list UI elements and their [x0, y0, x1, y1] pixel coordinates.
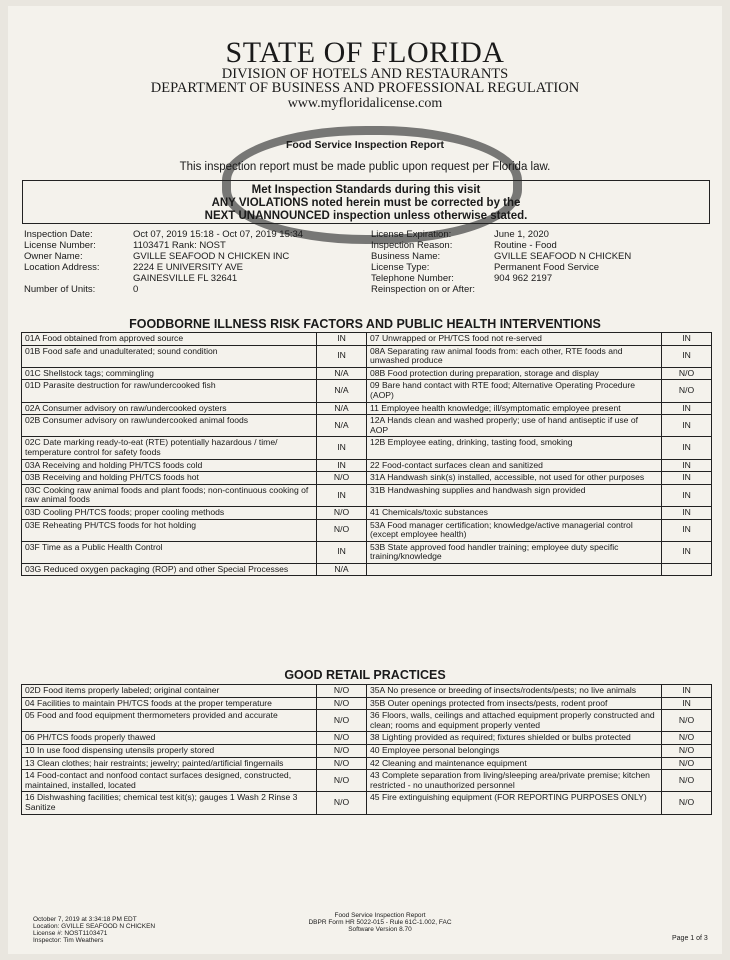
info-label: Business Name:: [371, 251, 441, 262]
item-description: 10 In use food dispensing utensils properly stored: [22, 744, 317, 757]
item-description: 03C Cooking raw animal foods and plant foods; non-continuous cooking of raw animal foods: [22, 484, 317, 506]
item-status: IN: [662, 402, 712, 415]
item-status: IN: [662, 484, 712, 506]
item-description: 01D Parasite destruction for raw/undercooked fish: [22, 380, 317, 402]
page-number: Page 1 of 3: [672, 935, 708, 942]
item-description: 31A Handwash sink(s) installed, accessible, not used for other purposes: [367, 472, 662, 485]
item-status: N/O: [317, 685, 367, 698]
table-row: [22, 541, 712, 563]
item-status: IN: [317, 345, 367, 367]
item-description: [367, 563, 662, 576]
item-status: N/O: [662, 732, 712, 745]
item-description: 43 Complete separation from living/sleeping area/private premise; kitchen restricted - no unauthorized personnel: [367, 770, 662, 792]
table-row: [22, 333, 712, 346]
item-status: N/A: [317, 415, 367, 437]
table-row: [22, 792, 712, 814]
info-value: GAINESVILLE FL 32641: [133, 273, 238, 284]
item-description: 08A Separating raw animal foods from: each other, RTE foods and unwashed produce: [367, 345, 662, 367]
item-description: 03F Time as a Public Health Control: [22, 541, 317, 563]
item-description: 01B Food safe and unadulterated; sound condition: [22, 345, 317, 367]
item-description: 13 Clean clothes; hair restraints; jewelry; painted/artificial fingernails: [22, 757, 317, 770]
table-row: [22, 380, 712, 402]
item-status: N/O: [662, 380, 712, 402]
item-status: N/O: [317, 770, 367, 792]
item-status: IN: [662, 415, 712, 437]
footer-text: License #: NOST1103471: [33, 930, 108, 937]
table-row: [22, 697, 712, 710]
inspection-result-box: [22, 180, 710, 224]
item-description: 03B Receiving and holding PH/TCS foods hot: [22, 472, 317, 485]
item-description: 53A Food manager certification; knowledge/active managerial control (except employee health): [367, 519, 662, 541]
table-row: [22, 402, 712, 415]
item-description: 02D Food items properly labeled; original container: [22, 685, 317, 698]
item-description: 03E Reheating PH/TCS foods for hot holding: [22, 519, 317, 541]
item-description: 02A Consumer advisory on raw/undercooked oysters: [22, 402, 317, 415]
info-value: Permanent Food Service: [494, 262, 600, 273]
item-status: IN: [317, 333, 367, 346]
item-description: 41 Chemicals/toxic substances: [367, 506, 662, 519]
info-label: Owner Name:: [24, 251, 83, 262]
info-value: 0: [133, 284, 139, 295]
item-description: 14 Food-contact and nonfood contact surfaces designed, constructed, maintained, installed, located: [22, 770, 317, 792]
right-info-values: [494, 229, 631, 295]
info-label: Inspection Date:: [24, 229, 93, 240]
item-description: 05 Food and food equipment thermometers provided and accurate: [22, 710, 317, 732]
item-description: 12B Employee eating, drinking, tasting food, smoking: [367, 437, 662, 459]
item-status: IN: [662, 685, 712, 698]
item-description: 06 PH/TCS foods properly thawed: [22, 732, 317, 745]
item-status: IN: [662, 519, 712, 541]
footer-text: DBPR Form HR 5022-015 - Rule 61C-1.002, FAC: [308, 919, 452, 926]
info-label: Number of Units:: [24, 284, 96, 295]
section-risk-factors-title: FOODBORNE ILLNESS RISK FACTORS AND PUBLIC HEALTH INTERVENTIONS: [129, 317, 601, 331]
item-description: 04 Facilities to maintain PH/TCS foods at the proper temperature: [22, 697, 317, 710]
table-row: [22, 744, 712, 757]
info-label: Inspection Reason:: [371, 240, 453, 251]
item-description: 22 Food-contact surfaces clean and sanitized: [367, 459, 662, 472]
report-title: Food Service Inspection Report: [285, 139, 445, 151]
table-row: [22, 710, 712, 732]
department-title: DEPARTMENT OF BUSINESS AND PROFESSIONAL REGULATION: [150, 80, 580, 96]
item-description: 09 Bare hand contact with RTE food; Alternative Operating Procedure (AOP): [367, 380, 662, 402]
item-status: N/O: [662, 792, 712, 814]
footer-text: Location: GVILLE SEAFOOD N CHICKEN: [33, 923, 156, 930]
item-description: 03D Cooling PH/TCS foods; proper cooling methods: [22, 506, 317, 519]
item-status: N/O: [662, 770, 712, 792]
item-status: N/O: [317, 519, 367, 541]
item-description: 12A Hands clean and washed properly; use of hand antiseptic if use of AOP: [367, 415, 662, 437]
item-status: N/A: [317, 380, 367, 402]
table-row: [22, 770, 712, 792]
item-status: IN: [662, 345, 712, 367]
item-status: IN: [662, 541, 712, 563]
table-row: [22, 685, 712, 698]
item-description: 02B Consumer advisory on raw/undercooked animal foods: [22, 415, 317, 437]
item-status: IN: [317, 459, 367, 472]
item-description: 36 Floors, walls, ceilings and attached equipment properly constructed and clean; rooms and equipment properly vented: [367, 710, 662, 732]
state-title: STATE OF FLORIDA: [225, 36, 505, 69]
item-description: 31B Handwashing supplies and handwash sign provided: [367, 484, 662, 506]
item-description: 03G Reduced oxygen packaging (ROP) and other Special Processes: [22, 563, 317, 576]
table-row: [22, 367, 712, 380]
table-row: [22, 415, 712, 437]
table-row: [22, 519, 712, 541]
item-status: N/O: [662, 757, 712, 770]
section-retail-practices-title: GOOD RETAIL PRACTICES: [284, 668, 446, 682]
item-description: 38 Lighting provided as required; fixtures shielded or bulbs protected: [367, 732, 662, 745]
table-row: [22, 506, 712, 519]
footer-left: [33, 916, 155, 944]
footer-text: Software Version 8.70: [348, 926, 412, 933]
item-status: N/O: [317, 757, 367, 770]
info-value: [494, 284, 631, 295]
footer-text: Inspector: Tim Weathers: [33, 937, 104, 944]
item-status: N/O: [317, 697, 367, 710]
table-row: [22, 563, 712, 576]
item-description: 07 Unwrapped or PH/TCS food not re-served: [367, 333, 662, 346]
info-label: Reinspection on or After:: [371, 284, 476, 295]
item-status: N/O: [662, 744, 712, 757]
item-status: N/O: [317, 710, 367, 732]
item-status: IN: [317, 541, 367, 563]
table-row: [22, 757, 712, 770]
item-status: N/O: [317, 472, 367, 485]
item-status: IN: [317, 437, 367, 459]
info-value: Oct 07, 2019 15:18 - Oct 07, 2019 15:34: [133, 229, 304, 240]
item-description: 11 Employee health knowledge; ill/symptomatic employee present: [367, 402, 662, 415]
item-status: N/O: [317, 792, 367, 814]
item-description: 08B Food protection during preparation, storage and display: [367, 367, 662, 380]
risk-factors-table: [21, 332, 712, 576]
info-label: [24, 273, 100, 284]
footer-text: Food Service Inspection Report: [334, 912, 426, 919]
left-info-labels: [24, 229, 100, 295]
footer-center: [300, 912, 460, 933]
result-line-2: ANY VIOLATIONS noted herein must be corrected by the: [211, 197, 521, 209]
item-description: 03A Receiving and holding PH/TCS foods cold: [22, 459, 317, 472]
item-status: IN: [662, 472, 712, 485]
item-description: 01C Shellstock tags; commingling: [22, 367, 317, 380]
item-status: IN: [317, 484, 367, 506]
item-status: N/O: [317, 506, 367, 519]
item-status: N/A: [317, 402, 367, 415]
item-status: N/A: [317, 367, 367, 380]
info-value: GVILLE SEAFOOD N CHICKEN INC: [133, 251, 290, 262]
retail-practices-table: [21, 684, 712, 815]
item-status: N/O: [662, 367, 712, 380]
item-description: 02C Date marking ready-to-eat (RTE) potentially hazardous / time/ temperature control for safety foods: [22, 437, 317, 459]
division-title: DIVISION OF HOTELS AND RESTAURANTS: [221, 66, 509, 82]
item-description: 01A Food obtained from approved source: [22, 333, 317, 346]
item-description: 16 Dishwashing facilities; chemical test kit(s); gauges 1 Wash 2 Rinse 3 Sanitize: [22, 792, 317, 814]
info-value: 904 962 2197: [494, 273, 553, 284]
info-label: Telephone Number:: [371, 273, 454, 284]
info-label: License Expiration:: [371, 229, 452, 240]
item-status: IN: [662, 437, 712, 459]
footer-text: October 7, 2019 at 3:34:18 PM EDT: [33, 916, 137, 923]
table-row: [22, 459, 712, 472]
right-info-labels: [371, 229, 475, 295]
table-row: [22, 437, 712, 459]
item-status: IN: [662, 333, 712, 346]
table-row: [22, 472, 712, 485]
info-value: June 1, 2020: [494, 229, 549, 240]
item-description: 35B Outer openings protected from insects/pests, rodent proof: [367, 697, 662, 710]
item-description: 45 Fire extinguishing equipment (FOR REPORTING PURPOSES ONLY): [367, 792, 662, 814]
item-status: IN: [662, 459, 712, 472]
item-status: N/A: [317, 563, 367, 576]
info-value: Routine - Food: [494, 240, 557, 251]
info-label: License Type:: [371, 262, 430, 273]
item-status: [662, 563, 712, 576]
item-status: N/O: [317, 732, 367, 745]
left-info-values: [133, 229, 303, 295]
item-status: N/O: [317, 744, 367, 757]
info-value: GVILLE SEAFOOD N CHICKEN: [494, 251, 632, 262]
table-row: [22, 484, 712, 506]
result-line-1: Met Inspection Standards during this visit: [251, 184, 481, 196]
table-row: [22, 732, 712, 745]
item-status: IN: [662, 506, 712, 519]
item-description: 53B State approved food handler training; employee duty specific training/knowledge: [367, 541, 662, 563]
item-description: 35A No presence or breeding of insects/rodents/pests; no live animals: [367, 685, 662, 698]
website-link[interactable]: www.myfloridalicense.com: [287, 96, 443, 111]
info-label: License Number:: [24, 240, 96, 251]
item-status: IN: [662, 697, 712, 710]
result-line-3: NEXT UNANNOUNCED inspection unless otherwise stated.: [204, 210, 528, 222]
info-value: 1103471 Rank: NOST: [133, 240, 226, 251]
item-status: N/O: [662, 710, 712, 732]
item-description: 40 Employee personal belongings: [367, 744, 662, 757]
info-value: 2224 E UNIVERSITY AVE: [133, 262, 244, 273]
info-label: Location Address:: [24, 262, 100, 273]
item-description: 42 Cleaning and maintenance equipment: [367, 757, 662, 770]
table-row: [22, 345, 712, 367]
public-notice: This inspection report must be made public upon request per Florida law.: [179, 161, 551, 173]
